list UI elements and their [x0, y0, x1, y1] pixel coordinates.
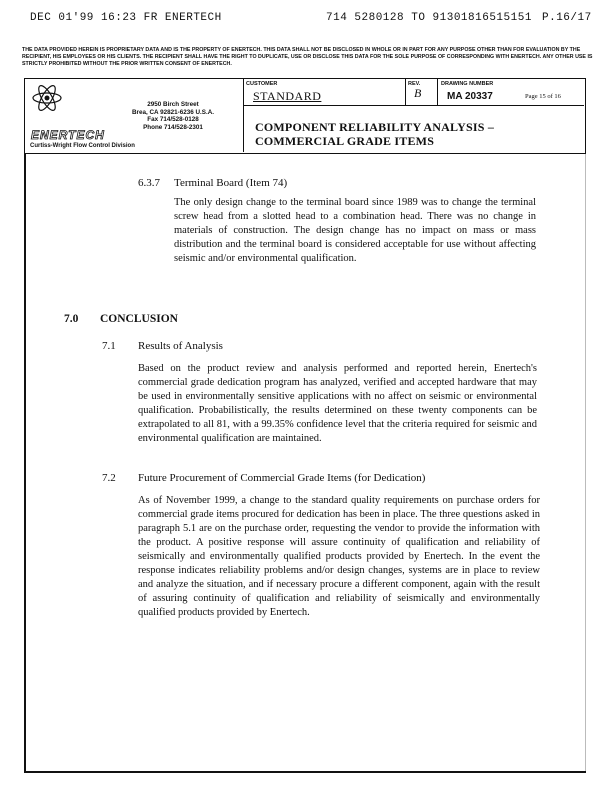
- section-7-1-number: 7.1: [102, 340, 116, 352]
- phone-number: Phone 714/528-2301: [143, 123, 203, 131]
- brand-wordmark: ENERTECH: [31, 128, 105, 142]
- section-7-1-paragraph: Based on the product review and analysis performed and reported herein, Enertech's commercial grade dedication program has analyzed, verified and accepted hardware that may be used in environmentally sensitive applications with no affect on seismic or environmental qualification. Probabilistically, the results determined on these twenty components can be extrapolated to all 81, with a 99.35% confidence level that the criteria required for seismic and environmental qualification are maintained.: [138, 363, 537, 444]
- section-7-number: 7.0: [64, 313, 79, 325]
- section-7-2-title: Future Procurement of Commercial Grade Items (for Dedication): [138, 472, 426, 484]
- address-line-2: Brea, CA 92821-6236 U.S.A.: [131, 108, 215, 116]
- page-frame-bottom: [24, 771, 586, 773]
- section-7-2-paragraph: As of November 1999, a change to the standard quality requirements on purchase orders for commercial grade items procured for dedication has been in place. The three questions asked in paragraph 5.1 are on the purchase order, requesting the vendor to provide the information with the product. A positive response will assure continuity of qualification and reliability of seismically and environmentally qualified products provided by Enertech. In the event the response indicates reliability problems and/or design changes, systems are in place to review and analyze the situation, and if necessary procure a different component, again with the result of assuring continuity of qualification and reliability of seismically and environmentally qualified products provided by Enertech.: [138, 495, 540, 618]
- company-cell: [25, 79, 244, 152]
- document-title-line-1: COMPONENT RELIABILITY ANALYSIS –: [255, 120, 495, 134]
- customer-value: STANDARD: [253, 89, 322, 103]
- fax-number: Fax 714/528-0128: [147, 116, 199, 123]
- revision-cell: [405, 79, 438, 106]
- section-7-1-title: Results of Analysis: [138, 340, 223, 352]
- page-frame-right: [585, 154, 586, 772]
- drawing-number-value: MA 20337: [447, 91, 493, 102]
- document-title: [255, 120, 494, 148]
- company-address: [105, 101, 241, 131]
- fax-page-number: P.16/17: [542, 12, 592, 24]
- document-title-cell: [243, 105, 584, 152]
- drawing-number-cell: [437, 79, 584, 106]
- page-of-pages: Page 15 of 16: [525, 93, 561, 100]
- section-6-3-7-paragraph: The only design change to the terminal board since 1989 was to change the terminal screw head from a slotted head to a combination head. There was no change in materials of construction. The design change has no impact on mass or mass distribution and the terminal board is considered acceptable for use without affecting seismic and/or environmental qualification.: [174, 197, 536, 264]
- revision-label: REV.: [408, 81, 421, 87]
- document-title-line-2: COMMERCIAL GRADE ITEMS: [255, 134, 435, 148]
- proprietary-notice: THE DATA PROVIDED HEREIN IS PROPRIETARY DATA AND IS THE PROPERTY OF ENERTECH. THIS DATA SHALL NOT BE DISCLOSED IN WHOLE OR IN PART FOR ANY PURPOSE OTHER THAN FOR EVALUATION BY THE RECIPIENT, HIS EMPLOYEES OR HIS CLIENTS. THE RECIPIENT SHALL HAVE THE RIGHT TO DUPLICATE, USE OR DISCLOSE THIS DATA FOR THE SOLE PURPOSE OF CORRESPONDING WITH ENERTECH. ANY OTHER USE IS STRICTLY PROHIBITED WITHOUT THE PRIOR WRITTEN CONSENT OF ENERTECH.: [22, 47, 593, 67]
- customer-label: CUSTOMER: [246, 81, 278, 87]
- drawing-number-label: DRAWING NUMBER: [441, 81, 494, 87]
- address-line-1: 2950 Birch Street: [147, 101, 199, 108]
- atom-logo-icon: [31, 83, 63, 113]
- customer-cell: [243, 79, 406, 106]
- section-7-2-number: 7.2: [102, 472, 116, 484]
- division-name: Curtiss-Wright Flow Control Division: [30, 143, 135, 149]
- fax-route: 714 5280128 TO 91301816515151: [326, 12, 532, 24]
- page-frame-left: [24, 154, 26, 772]
- section-6-3-7-title: Terminal Board (Item 74): [174, 177, 288, 189]
- fax-datetime: DEC 01'99 16:23 FR ENERTECH: [30, 12, 222, 24]
- section-6-3-7-number: 6.3.7: [138, 177, 160, 189]
- revision-value: B: [414, 86, 422, 100]
- title-block: [24, 78, 586, 154]
- section-7-heading: CONCLUSION: [100, 313, 178, 325]
